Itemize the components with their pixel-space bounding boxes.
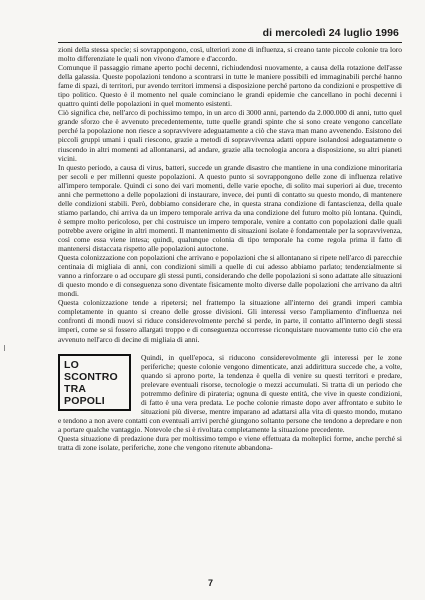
section-heading-line: SCONTRO [64, 370, 118, 383]
section-heading-line: TRA [64, 382, 87, 395]
article-body [58, 45, 402, 452]
boxed-section [58, 353, 402, 453]
header-rule [58, 42, 402, 43]
section-heading-line: LO [64, 358, 79, 371]
paragraph: In questo periodo, a causa di virus, batteri, succede un grande disastro che mantiene in una condizione minoritaria per secoli e per millenni queste popolazioni. A questo punto si sovrappongono delle zone di influenza relative all'impero temporale. Quindi ci sono dei vari momenti, delle varie epoche, di solito mai superiori ai due, trecento anni che permettono a delle popolazioni di instaurare, invece, dei punti di contatto su questo mondo, di mantenere delle condizioni stabili. Però, dobbiamo considerare che, in questa strana condizione di fantascienza, della quale stiamo parlando, chi arriva da un impero temporale arriva da una condizione del futuro molto più lontana. Quindi, è sempre molto pericoloso, per chi costruisce un impero temporale, venire a contatto con popolazioni dalle quali potrebbe avere origine in altri momenti. Il mantenimento di situazioni isolate è fondamentale per la sopravvivenza, così come essa viene intesa; quindi, qualunque colonia di tipo temporale ha come regola prima il fatto di mantenersi distaccata rispetto alle popolazioni autoctone. [58, 162, 402, 254]
paragraph: zioni della stessa specie; si sovrappongono, così, ulteriori zone di influenza, si creano tante piccole colonie tra loro molto differenziate le quali non vivono d'amore e d'accordo. [58, 45, 402, 64]
section-heading-line: POPOLI [64, 394, 105, 407]
section-heading-box [58, 354, 131, 411]
paragraph: Ciò significa che, nell'arco di pochissimo tempo, in un arco di 3000 anni, partendo da 2.000.000 di anni, tutto quel grande sforzo che è avvenuto precedentemente, tutte quelle grandi spinte che si sono create vengono cancellate perché la popolazione non riesce a sopravvivere adeguatamente a ciò che stava man mano avvenendo. Esistono dei piccoli gruppi umani i quali riescono, grazie a metodi di sopravvivenza adatti oppure isolandosi adeguatamente o riuscendo in altri momenti ad allontanarsi, ad andare, grazie alla tecnologia ancora a disposizione, su altri pianeti vicini. [58, 108, 402, 163]
page-header-date: di mercoledì 24 luglio 1996 [262, 27, 399, 39]
page-number: 7 [208, 578, 214, 588]
paragraph: Questa colonizzazione con popolazioni che arrivano e popolazioni che si allontanano si ripete nell'arco di parecchie centinaia di migliaia di anni, con condizioni simili a quelle di cui adesso abbiamo parlato; tendenzialmente si vanno a rinforzare o ad occupare gli stessi punti, considerando che delle popolazioni si sono adattate alle situazioni di questo mondo e di conseguenza sono diventate fisicamente molto diverse dalle popolazioni che arrivano da altri mondi. [58, 253, 402, 299]
paragraph: Questa situazione di predazione dura per moltissimo tempo e viene effettuata da molteplici forme, anche perché si tratta di zone isolate, periferiche, zone che vengono ritenute abbandona- [58, 433, 402, 453]
margin-mark [4, 345, 5, 351]
paragraph: Quindi, in quell'epoca, si riducono considerevolmente gli interessi per le zone periferiche; queste colonie vengono dimenticate, anzi addirittura succede che, a volte, quando si aprono porte, la tendenza è quella di venire su questi territori e predare, prelevare eventuali risorse, tecnologie o mezzi accumulati. Si tratta di un periodo che potremmo definire di pirateria; ognuna di queste entità, che vive in queste condizioni, di fatto è una vera predata. Le poche colonie rimaste dopo aver affrontato e subito le situazioni più diverse, mentre imparano ad adattarsi alla vita di questo mondo, mutano e tendono a non avere contatti con eventuali arrivi perché giungono soltanto persone che tendono a depredare e non a portare qualche vantaggio. Notevole che si è rivoltata completamente la situazione precedente. [58, 352, 402, 434]
paragraph: Questa colonizzazione tende a ripetersi; nel frattempo la situazione all'interno dei grandi imperi cambia completamente in quanto si creano delle grosse divisioni. Gli interessi verso l'ampliamento d'influenza nei confronti di mondi nuovi si riduce considerevolmente perché si perde, in parte, il contatto all'interno degli stessi imperi, come se si fossero allargati troppo e di conseguenza occorresse riconquistare nuovamente tutto ciò che era avvenuto nell'arco di decine di migliaia di anni. [58, 298, 402, 344]
paragraph: Comunque il passaggio rimane aperto pochi decenni, richiudendosi nuovamente, a causa della rotazione dell'asse della galassia. Queste popolazioni tendono a scontrarsi in tutte le maniere possibili ed immaginabili perché hanno fame di spazi, di territori, pur avendo territori immensi a disposizione perché partono da condizioni e prospettive di tipo politico. Questo è il momento nel quale cominciano le grandi epidemie che cancellano in pochi decenni i quattro quinti delle popolazioni in quel momento esistenti. [58, 63, 402, 109]
